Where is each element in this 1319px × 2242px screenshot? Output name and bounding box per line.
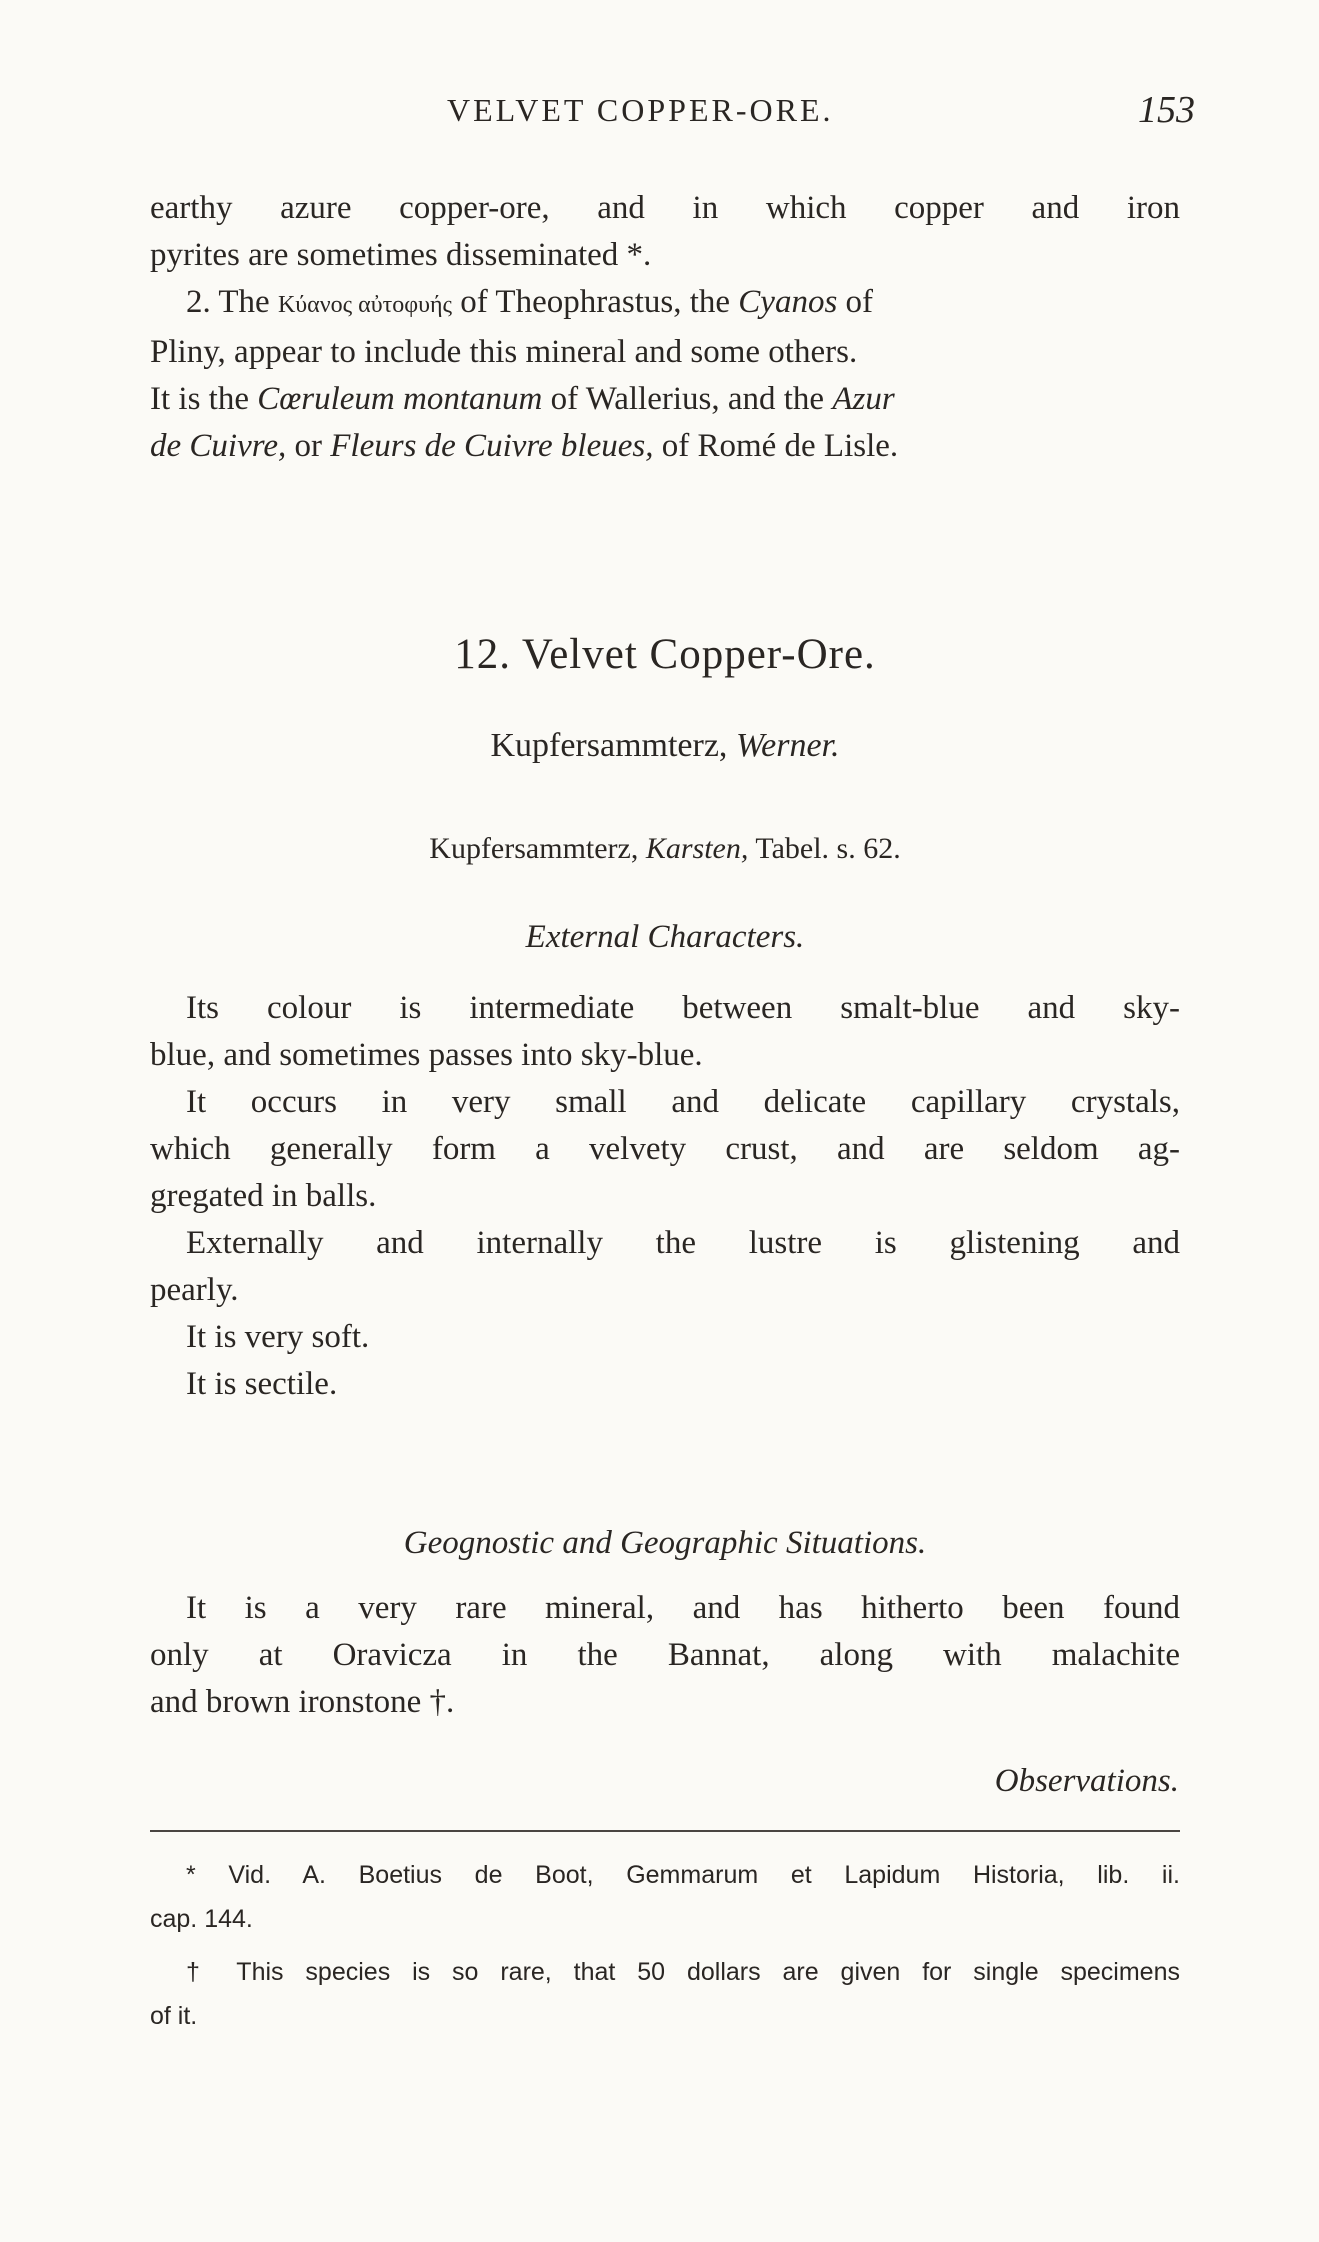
running-title: VELVET COPPER-ORE. [447,92,834,128]
text-span: of Romé de Lisle. [661,428,899,464]
text-line: pearly. [150,1272,239,1308]
footnote-rule [150,1830,1180,1832]
footnote-1 [150,1853,1180,1941]
italic-term: Cœruleum montanum [257,381,543,417]
text-span: 2. The [186,284,270,320]
text-line: which generally form a velvety crust, and are seldom ag- [150,1131,1180,1167]
text-line [150,376,1180,423]
greek-term: Κύανος αὐτοφυής [277,292,453,318]
text-line: earthy azure copper-ore, and in which copper and iron [150,190,1180,226]
external-characters-heading: External Characters. [525,919,805,955]
page-header [150,89,1195,142]
reference-text: Kupfersammterz, [429,832,639,865]
text-span: of Theophrastus, the [460,284,731,320]
external-characters-body [150,985,1180,1408]
text-line: Pliny, appear to include this mineral and some others. [150,334,858,370]
text-span: of [845,284,874,320]
german-synonym [150,727,1180,765]
footnote-line: * Vid. A. Boetius de Boot, Gemmarum et Lapidum Historia, lib. ii. [186,1861,1180,1889]
catchword: Observations. [994,1763,1179,1799]
synonym-author: Werner. [735,727,840,764]
text-line: It is a very rare mineral, and has hitherto been found [186,1590,1180,1626]
text-line [150,279,1180,329]
text-span: It is the [150,381,249,417]
page-number: 153 [1138,89,1195,131]
text-span: of Wallerius, and the [550,381,825,417]
geognostic-body [150,1585,1180,1726]
karsten-reference [150,832,1180,866]
text-line: It occurs in very small and delicate capillary crystals, [186,1084,1180,1120]
text-line: and brown ironstone †. [150,1684,455,1720]
text-line: It is very soft. [186,1319,370,1355]
reference-author: Karsten, [645,832,749,865]
text-line: gregated in balls. [150,1178,377,1214]
italic-term: Fleurs de Cuivre bleues, [330,428,654,464]
footnote-2 [150,1950,1180,2038]
geognostic-heading: Geognostic and Geographic Situations. [403,1525,927,1561]
text-line [150,423,1180,470]
text-line: pyrites are sometimes disseminated *. [150,237,652,273]
synonym-text: Kupfersammterz, [490,727,728,764]
synonymy-paragraph [150,279,1180,470]
footnote-line: † This species is so rare, that 50 dollars are given for single specimens [186,1958,1180,1986]
text-line: Its colour is intermediate between smalt-blue and sky- [186,990,1180,1026]
reference-rest: Tabel. s. 62. [755,832,901,865]
text-line: blue, and sometimes passes into sky-blue. [150,1037,703,1073]
footnote-line: cap. 144. [150,1905,253,1933]
opening-paragraph [150,185,1180,279]
italic-term: Azur [832,381,895,417]
italic-term: Cyanos [738,284,838,320]
text-line: Externally and internally the lustre is glistening and [186,1225,1180,1261]
italic-term: de Cuivre, [150,428,287,464]
text-span: or [294,428,322,464]
text-line: It is sectile. [186,1366,338,1402]
section-title: 12. Velvet Copper-Ore. [454,631,876,678]
text-line: only at Oravicza in the Bannat, along with malachite [150,1637,1180,1673]
footnote-line: of it. [150,2002,198,2030]
